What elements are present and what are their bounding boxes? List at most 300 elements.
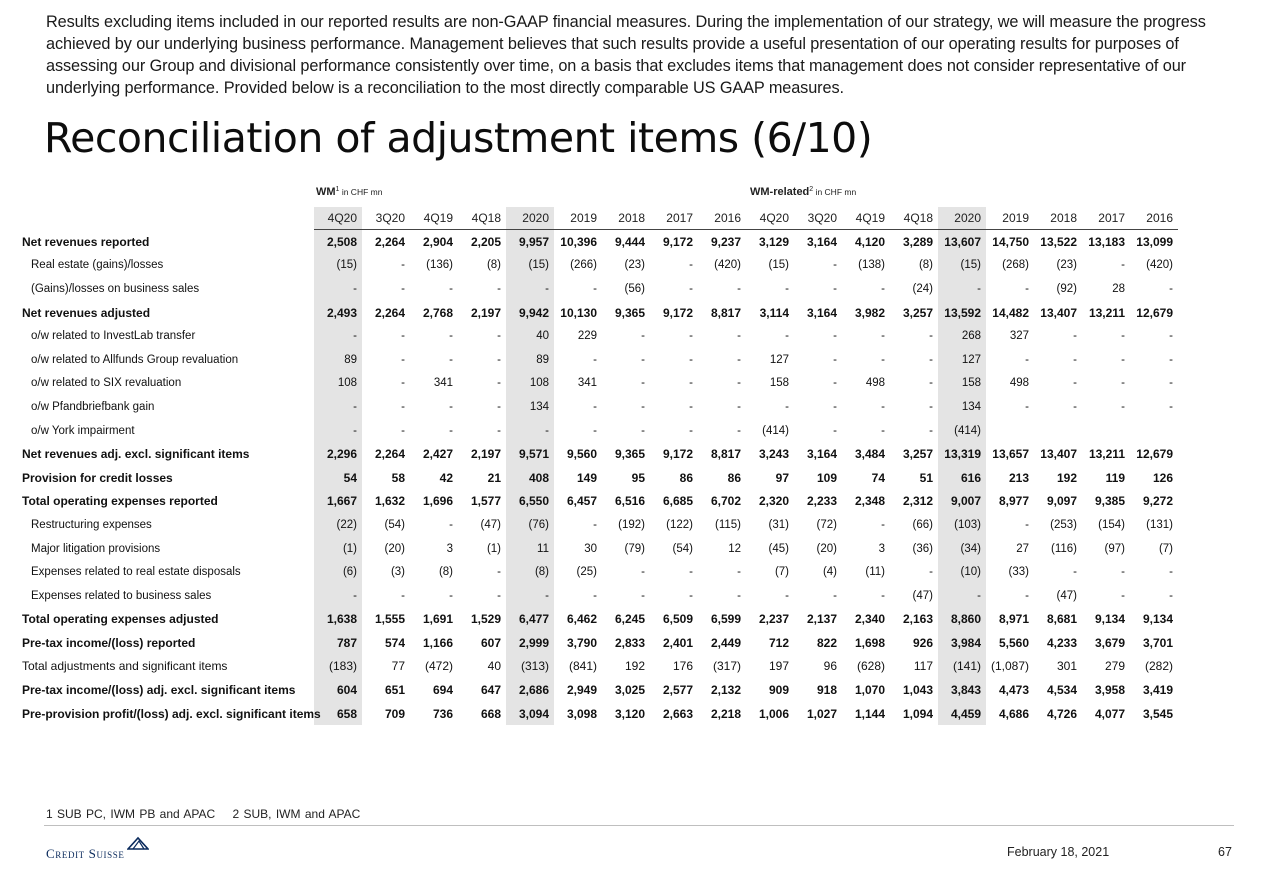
table-cell: 42 [439, 470, 453, 485]
table-cell: 3,114 [759, 305, 789, 320]
table-cell: 6,509 [662, 612, 693, 627]
table-cell: 3,094 [506, 702, 554, 726]
table-cell: 3,257 [902, 447, 933, 462]
table-cell: 2,197 [470, 447, 501, 462]
table-cell: - [1121, 259, 1125, 272]
table-row [18, 702, 1178, 726]
table-cell: (131) [1146, 518, 1173, 531]
table-cell: 9,172 [662, 305, 693, 320]
row-label: Expenses related to business sales [31, 589, 212, 602]
table-cell: - [785, 330, 789, 343]
credit-suisse-logo: Credit Suisse [46, 846, 125, 861]
group-name: WM [316, 186, 336, 198]
table-cell: 3,164 [806, 447, 837, 462]
table-cell: 1,027 [806, 706, 837, 721]
table-cell: - [938, 584, 986, 608]
table-cell: 1,043 [902, 683, 933, 698]
table-cell: (122) [666, 518, 693, 531]
column-header: 4Q20 [746, 207, 794, 230]
table-cell: 2,320 [758, 494, 789, 509]
table-cell: - [833, 589, 837, 602]
table-cell: (138) [858, 259, 885, 272]
table-cell: (92) [1056, 282, 1077, 295]
table-cell: 3 [446, 542, 453, 555]
table-cell: - [881, 330, 885, 343]
table-row [18, 608, 1178, 632]
column-header: 2019 [554, 207, 602, 230]
table-cell: (4) [822, 566, 837, 579]
group-unit: in CHF mn [815, 187, 857, 197]
table-row [18, 324, 1178, 348]
table-cell: - [737, 330, 741, 343]
table-cell: (8) [918, 259, 933, 272]
table-cell: 158 [938, 372, 986, 396]
table-cell: - [641, 566, 645, 579]
table-cell: - [737, 377, 741, 390]
table-cell: - [833, 282, 837, 295]
table-cell: 3,843 [938, 678, 986, 702]
table-cell: (31) [768, 518, 789, 531]
table-cell: 3,679 [1094, 635, 1125, 650]
column-header: 3Q20 [794, 207, 842, 230]
table-cell: - [401, 353, 405, 366]
table-cell: 2,264 [374, 234, 405, 249]
table-cell: 327 [1009, 330, 1029, 343]
table-cell: 127 [769, 353, 789, 366]
table-cell: (54) [672, 542, 693, 555]
table-cell: - [497, 589, 501, 602]
table-cell: 119 [1105, 470, 1125, 485]
table-cell: - [497, 400, 501, 413]
table-cell: 2,904 [422, 234, 453, 249]
table-cell: (79) [624, 542, 645, 555]
table-cell: - [929, 424, 933, 437]
table-cell: 109 [816, 470, 837, 485]
column-header: 4Q19 [410, 207, 458, 230]
table-cell: (72) [816, 518, 837, 531]
table-cell: 694 [432, 683, 453, 698]
table-cell: - [833, 353, 837, 366]
table-cell: 9,365 [614, 447, 645, 462]
table-cell: (282) [1144, 659, 1173, 674]
table-cell: (47) [480, 518, 501, 531]
table-cell: 12,679 [1136, 305, 1173, 320]
table-cell: 1,696 [422, 494, 453, 509]
table-cell: 1,070 [854, 683, 885, 698]
group-footnote-ref: 1 [335, 186, 340, 194]
table-cell: - [689, 400, 693, 413]
table-cell: - [506, 277, 554, 301]
table-row [18, 678, 1178, 702]
table-row [18, 655, 1178, 679]
table-cell: - [881, 353, 885, 366]
table-cell: 192 [624, 659, 645, 674]
table-cell: - [401, 377, 405, 390]
table-cell: 13,407 [1040, 447, 1077, 462]
table-cell: - [689, 377, 693, 390]
table-cell: 341 [433, 377, 453, 390]
row-label: Expenses related to real estate disposals [31, 566, 241, 579]
table-cell: 658 [314, 702, 362, 726]
table-cell: 3,120 [614, 706, 645, 721]
table-cell: 668 [480, 706, 501, 721]
table-cell: 2,348 [854, 494, 885, 509]
group-name: WM-related [750, 186, 810, 198]
table-cell: 8,977 [998, 494, 1029, 509]
table-cell: 736 [432, 706, 453, 721]
table-cell: (33) [1008, 566, 1029, 579]
table-cell: 2,205 [470, 234, 501, 249]
table-cell: - [1025, 282, 1029, 295]
table-cell: - [1025, 400, 1029, 413]
table-cell: (23) [624, 259, 645, 272]
table-cell: 498 [1009, 377, 1029, 390]
table-cell: 9,134 [1142, 612, 1173, 627]
table-cell: - [785, 400, 789, 413]
table-cell: 3 [878, 542, 885, 555]
table-cell: - [401, 589, 405, 602]
column-header: 2017 [650, 207, 698, 230]
table-cell: 9,957 [506, 230, 554, 254]
table-cell: (25) [576, 566, 597, 579]
table-cell: - [1121, 353, 1125, 366]
table-cell: - [1169, 400, 1173, 413]
table-cell: - [593, 353, 597, 366]
table-cell: - [785, 282, 789, 295]
table-row [18, 490, 1178, 514]
table-cell: 89 [506, 348, 554, 372]
column-header: 2016 [698, 207, 746, 230]
table-cell: - [1073, 566, 1077, 579]
footer-date: February 18, 2021 [1007, 845, 1110, 859]
row-label: Provision for credit losses [22, 470, 173, 485]
table-cell: 607 [480, 635, 501, 650]
table-cell: 197 [768, 659, 789, 674]
table-cell: (103) [938, 513, 986, 537]
table-row [18, 419, 1178, 443]
row-label: Total adjustments and significant items [22, 659, 228, 674]
table-row [18, 230, 1178, 254]
table-cell: - [689, 566, 693, 579]
table-cell: 126 [1152, 470, 1173, 485]
table-cell: - [314, 277, 362, 301]
table-cell: (115) [715, 518, 741, 531]
table-cell: - [1169, 566, 1173, 579]
table-cell: (45) [768, 542, 789, 555]
table-cell [1082, 419, 1130, 443]
table-row [18, 631, 1178, 655]
table-cell: 4,473 [998, 683, 1029, 698]
table-cell: 13,319 [938, 442, 986, 466]
table-cell: - [314, 584, 362, 608]
table-cell: 3,984 [938, 631, 986, 655]
table-cell: 40 [506, 324, 554, 348]
table-cell: 1,094 [902, 706, 933, 721]
table-cell: - [593, 518, 597, 531]
table-cell: - [881, 589, 885, 602]
table-cell: - [689, 259, 693, 272]
column-header: 2019 [986, 207, 1034, 230]
page-title: Reconciliation of adjustment items (6/10) [44, 114, 873, 162]
table-cell: (8) [438, 566, 453, 579]
table-row [18, 442, 1178, 466]
table-cell: 13,657 [992, 447, 1029, 462]
table-cell: 8,971 [998, 612, 1029, 627]
table-cell: (3) [390, 566, 405, 579]
row-label: Pre-provision profit/(loss) adj. excl. significant items [22, 706, 321, 721]
table-cell: - [689, 353, 693, 366]
table-cell: - [314, 395, 362, 419]
table-row [18, 513, 1178, 537]
table-cell: (24) [912, 282, 933, 295]
table-cell [986, 419, 1034, 443]
table-cell: 268 [938, 324, 986, 348]
table-cell: 2,949 [566, 683, 597, 698]
table-cell: 86 [727, 470, 741, 485]
table-cell: - [785, 589, 789, 602]
table-cell: 54 [314, 466, 362, 490]
table-cell: (266) [570, 259, 597, 272]
table-cell: - [1073, 353, 1077, 366]
column-header-row [18, 207, 1178, 230]
reconciliation-table [18, 207, 1178, 725]
table-cell: (116) [1051, 542, 1077, 555]
table-cell: (1,087) [990, 659, 1029, 674]
table-cell: (1) [314, 537, 362, 561]
table-cell: (317) [712, 659, 741, 674]
table-cell: - [1169, 589, 1173, 602]
table-cell: 709 [384, 706, 405, 721]
table-cell: 2,132 [710, 683, 741, 698]
table-cell: 9,134 [1094, 612, 1125, 627]
row-label: Net revenues adjusted [22, 305, 151, 320]
table-cell: - [641, 353, 645, 366]
column-header: 4Q18 [458, 207, 506, 230]
table-cell: - [449, 589, 453, 602]
table-cell: - [314, 324, 362, 348]
table-cell: 13,211 [1088, 447, 1125, 462]
table-cell: 1,577 [470, 494, 501, 509]
table-cell: 13,099 [1136, 234, 1173, 249]
row-label: o/w related to InvestLab transfer [31, 330, 196, 343]
column-header: 4Q19 [842, 207, 890, 230]
table-cell: - [497, 353, 501, 366]
table-row [18, 348, 1178, 372]
table-cell: (20) [816, 542, 837, 555]
table-cell: 95 [631, 470, 645, 485]
table-cell: 2,401 [662, 635, 693, 650]
table-cell: (1) [486, 542, 501, 555]
table-cell: 6,599 [710, 612, 741, 627]
table-cell: - [401, 424, 405, 437]
table-cell: 3,164 [806, 234, 837, 249]
group-header-wm [316, 186, 382, 198]
table-cell: - [737, 566, 741, 579]
table-cell: 3,545 [1142, 706, 1173, 721]
table-cell: 2,833 [614, 635, 645, 650]
table-cell: 1,698 [854, 635, 885, 650]
table-cell: 30 [584, 542, 597, 555]
table-row [18, 254, 1178, 278]
table-cell: 13,183 [1088, 234, 1125, 249]
table-cell: - [737, 400, 741, 413]
column-header: 2017 [1082, 207, 1130, 230]
table-cell: - [1025, 518, 1029, 531]
table-cell: (23) [1056, 259, 1077, 272]
table-cell: 2,999 [506, 631, 554, 655]
table-cell: 9,272 [1142, 494, 1173, 509]
row-label: Total operating expenses reported [22, 494, 218, 509]
table-row [18, 466, 1178, 490]
table-cell: 2,493 [314, 301, 362, 325]
row-label: Major litigation provisions [31, 542, 161, 555]
table-cell: 6,245 [614, 612, 645, 627]
table-cell: 712 [768, 635, 789, 650]
table-cell: (183) [314, 655, 362, 679]
table-cell: 2,449 [710, 635, 741, 650]
table-cell: (15) [768, 259, 789, 272]
table-cell: (268) [1002, 259, 1029, 272]
table-cell: (22) [314, 513, 362, 537]
table-row [18, 537, 1178, 561]
table-cell: (56) [624, 282, 645, 295]
row-label: o/w Pfandbriefbank gain [31, 400, 155, 413]
table-cell: 10,396 [560, 234, 597, 249]
column-header: 4Q18 [890, 207, 938, 230]
table-cell: 2,427 [422, 447, 453, 462]
table-cell: (47) [1056, 589, 1077, 602]
table-cell: 3,958 [1094, 683, 1125, 698]
table-cell: 21 [487, 470, 501, 485]
table-cell: 12 [728, 542, 741, 555]
table-cell: (10) [938, 560, 986, 584]
table-cell: 341 [577, 377, 597, 390]
row-label: Net revenues adj. excl. significant items [22, 447, 250, 462]
table-cell: 301 [1056, 659, 1077, 674]
table-cell: 9,097 [1046, 494, 1077, 509]
table-cell: - [401, 282, 405, 295]
table-cell: 3,701 [1142, 635, 1173, 650]
table-cell: - [737, 424, 741, 437]
table-cell: - [881, 424, 885, 437]
table-cell: - [1169, 353, 1173, 366]
table-cell: 149 [576, 470, 597, 485]
table-cell: 574 [384, 635, 405, 650]
table-cell: 6,702 [710, 494, 741, 509]
table-cell: - [929, 330, 933, 343]
row-label: Pre-tax income/(loss) adj. excl. significant items [22, 683, 296, 698]
row-label: Net revenues reported [22, 234, 150, 249]
table-cell: 13,211 [1088, 305, 1125, 320]
table-cell: 1,006 [758, 706, 789, 721]
table-cell: 1,691 [422, 612, 453, 627]
column-header: 2020 [938, 207, 986, 230]
table-cell: 1,632 [374, 494, 405, 509]
table-cell: 2,264 [374, 305, 405, 320]
table-cell: 14,750 [992, 234, 1029, 249]
row-label: o/w related to Allfunds Group revaluation [31, 353, 239, 366]
table-cell: - [593, 589, 597, 602]
column-header: 2016 [1130, 207, 1178, 230]
table-cell: - [449, 353, 453, 366]
table-cell: - [1121, 589, 1125, 602]
table-cell: 604 [314, 678, 362, 702]
table-cell: 2,340 [854, 612, 885, 627]
table-cell: 9,560 [566, 447, 597, 462]
table-cell: (8) [486, 259, 501, 272]
table-cell: 117 [913, 659, 933, 674]
table-cell: 2,663 [662, 706, 693, 721]
table-cell: (472) [424, 659, 453, 674]
table-cell: (15) [506, 254, 554, 278]
table-cell: - [497, 566, 501, 579]
table-cell: (8) [506, 560, 554, 584]
table-cell: 787 [314, 631, 362, 655]
table-cell: 229 [577, 330, 597, 343]
table-cell: 9,237 [710, 234, 741, 249]
table-cell: - [593, 424, 597, 437]
table-cell: 3,289 [902, 234, 933, 249]
table-cell: 651 [384, 683, 405, 698]
table-cell: - [1121, 330, 1125, 343]
table-cell: 279 [1104, 659, 1125, 674]
table-cell: 13,607 [938, 230, 986, 254]
footnotes: 1 SUB PC, IWM PB and APAC 2 SUB, IWM and APAC [46, 807, 361, 821]
table-cell: 213 [1008, 470, 1029, 485]
table-cell: 6,457 [566, 494, 597, 509]
column-header: 2018 [1034, 207, 1082, 230]
table-cell: 1,166 [422, 635, 453, 650]
table-cell: 6,462 [566, 612, 597, 627]
table-cell: 4,233 [1046, 635, 1077, 650]
table-cell: 2,163 [902, 612, 933, 627]
table-cell: - [593, 400, 597, 413]
table-cell: - [737, 282, 741, 295]
table-cell: 6,516 [614, 494, 645, 509]
table-row [18, 395, 1178, 419]
table-cell: 498 [865, 377, 885, 390]
table-cell: (253) [1050, 518, 1077, 531]
table-cell: (36) [912, 542, 933, 555]
table-cell: (15) [314, 254, 362, 278]
table-cell: 96 [823, 659, 837, 674]
table-cell [1034, 419, 1082, 443]
table-cell: 1,144 [854, 706, 885, 721]
table-cell: 3,419 [1142, 683, 1173, 698]
table-cell: 4,120 [854, 234, 885, 249]
table-cell: (141) [938, 655, 986, 679]
table-cell: (136) [426, 259, 453, 272]
table-cell: - [881, 400, 885, 413]
table-cell: - [497, 424, 501, 437]
table-cell: - [881, 282, 885, 295]
table-cell: 3,484 [854, 447, 885, 462]
table-cell: 51 [919, 470, 933, 485]
table-cell: 28 [1112, 282, 1125, 295]
table-cell: 108 [314, 372, 362, 396]
table-cell: 616 [938, 466, 986, 490]
table-cell: - [929, 566, 933, 579]
table-cell: 27 [1016, 542, 1029, 555]
table-cell: 3,098 [566, 706, 597, 721]
row-label: o/w related to SIX revaluation [31, 377, 182, 390]
table-cell: (47) [912, 589, 933, 602]
table-cell: 3,257 [902, 305, 933, 320]
table-cell: - [1073, 400, 1077, 413]
table-cell: (66) [912, 518, 933, 531]
table-cell: - [689, 330, 693, 343]
table-cell: 2,768 [422, 305, 453, 320]
